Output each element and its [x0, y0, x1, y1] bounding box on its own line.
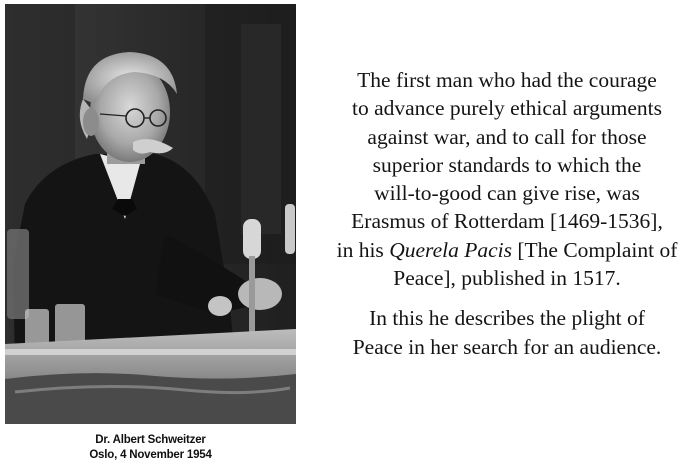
caption-name: Dr. Albert Schweitzer [95, 434, 206, 446]
quote-line: superior standards to which the [372, 152, 642, 177]
quote-paragraph-2 [318, 304, 696, 361]
quote-line: against war, and to call for those [367, 124, 647, 149]
photo-caption [5, 433, 296, 463]
quote-line: In this he describes the plight of [369, 306, 645, 331]
quote-text-fragment: [The Complaint of [511, 237, 678, 262]
quote-line: Erasmus of Rotterdam [1469-1536], [351, 209, 663, 234]
quote-text [318, 66, 696, 361]
quote-line: will-to-good can give rise, was [374, 181, 640, 206]
quote-line: to advance purely ethical arguments [351, 96, 663, 121]
quote-line: Peace in her search for an audience. [352, 334, 662, 359]
quote-line [318, 236, 696, 264]
quote-text-fragment: in his [336, 237, 390, 262]
book-title: Querela Pacis [389, 237, 512, 262]
caption-place-date: Oslo, 4 November 1954 [89, 449, 212, 461]
quote-line: Peace], published in 1517. [393, 266, 621, 291]
schweitzer-photo [5, 4, 296, 424]
quote-line: The first man who had the courage [357, 68, 657, 92]
photo-image [5, 4, 296, 424]
quote-paragraph-1 [318, 66, 696, 292]
